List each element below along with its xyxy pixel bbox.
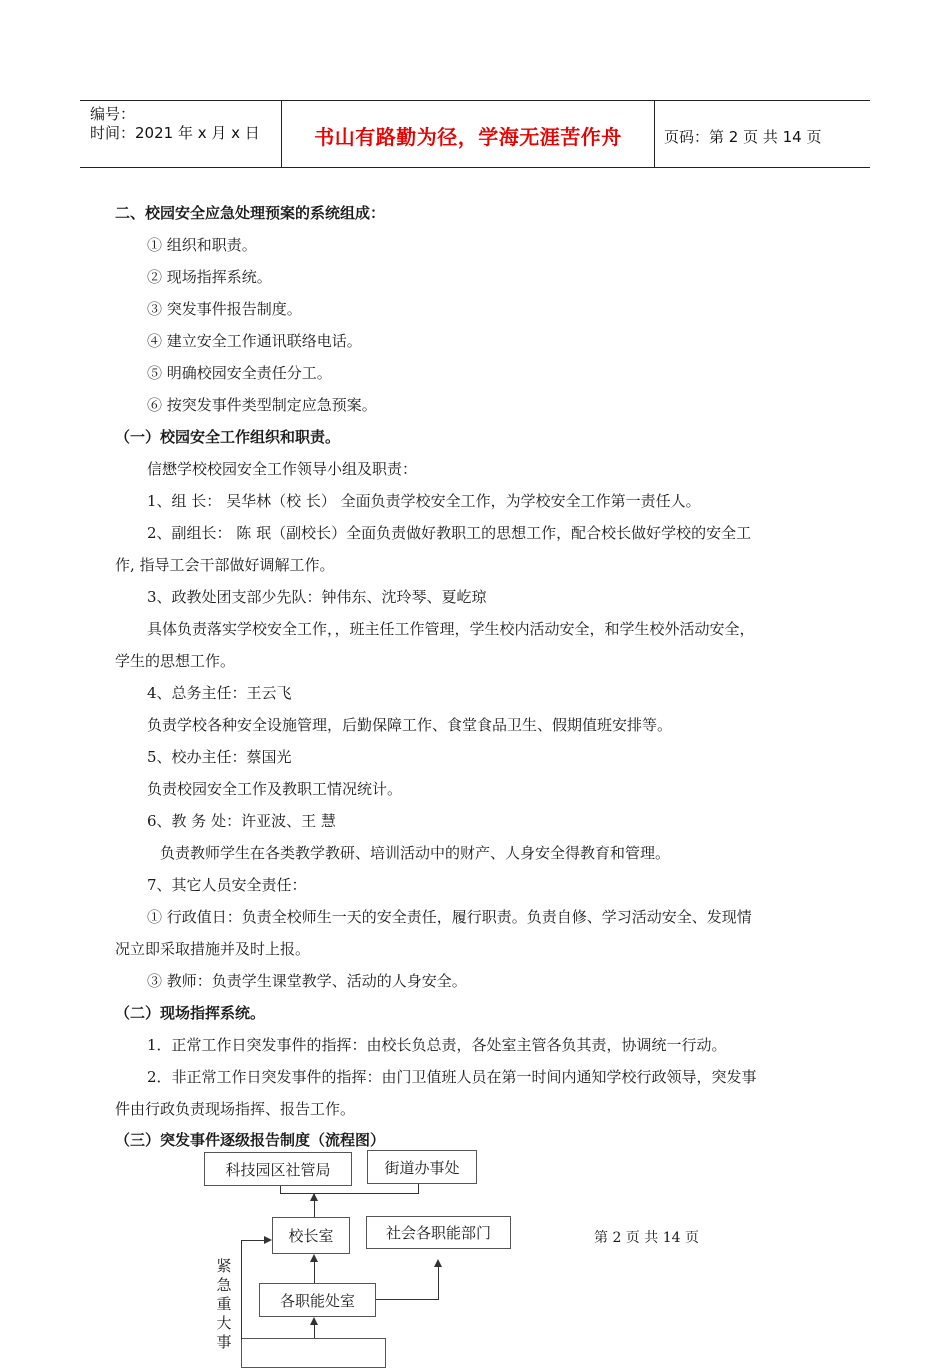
paragraph: 负责校园安全工作及教职工情况统计。 (147, 780, 403, 798)
list-item: ⑥ 按突发事件类型制定应急预案。 (147, 396, 377, 414)
connector-line (314, 1262, 315, 1283)
connector-line (438, 1266, 439, 1300)
date-label: 时间：2021 年 x 月 x 日 (90, 124, 260, 142)
paragraph: ① 行政值日：负责全校师生一天的安全责任，履行职责。负责自修、学习活动安全、发现情 (147, 908, 752, 926)
paragraph: 1．正常工作日突发事件的指挥：由校长负总责，各处室主管各负其责，协调统一行动。 (147, 1036, 727, 1054)
box-social-departments: 社会各职能部门 (366, 1216, 511, 1249)
paragraph: 2．非正常工作日突发事件的指挥：由门卫值班人员在第一时间内通知学校行政领导，突发事 (147, 1068, 757, 1086)
connector-line (280, 1193, 419, 1194)
paragraph: 4、总务主任：王云飞 (147, 684, 292, 702)
box-science-park: 科技园区社管局 (204, 1152, 352, 1186)
box-functional-offices: 各职能处室 (259, 1283, 376, 1317)
paragraph: 作, 指导工会干部做好调解工作。 (115, 556, 335, 574)
subsection-heading: （三）突发事件逐级报告制度（流程图） (115, 1131, 386, 1149)
paragraph: 负责教师学生在各类教学教研、培训活动中的财产、人身安全得教育和管理。 (160, 844, 671, 862)
paragraph: 具体负责落实学校安全工作，，班主任工作管理，学生校内活动安全，和学生校外活动安全， (147, 620, 755, 638)
paragraph: ③ 教师：负责学生课堂教学、活动的人身安全。 (147, 972, 467, 990)
paragraph: 3、政教处团支部少先队：钟伟东、沈玲琴、夏屹琼 (147, 588, 487, 606)
box-bottom-partial (241, 1338, 386, 1368)
arrow-right-icon (264, 1236, 272, 1244)
paragraph: 5、校办主任：蔡国光 (147, 748, 292, 766)
paragraph: 学生的思想工作。 (115, 652, 236, 670)
paragraph: 6、教 务 处：许亚波、王 慧 (147, 812, 336, 830)
arrow-up-icon (310, 1317, 318, 1325)
paragraph: 况立即采取措施并及时上报。 (115, 940, 311, 958)
side-label-char: 急 (216, 1276, 232, 1294)
paragraph: 7、其它人员安全责任： (147, 876, 307, 894)
serial-number-label: 编号： (90, 105, 136, 123)
connector-line (241, 1240, 242, 1340)
arrow-up-icon (310, 1254, 318, 1262)
box-principal-office: 校长室 (272, 1217, 350, 1254)
header-motto: 书山有路勤为径，学海无涯苦作舟 (314, 125, 622, 149)
side-label-char: 大 (216, 1314, 232, 1332)
box-street-office: 街道办事处 (367, 1150, 477, 1184)
header-divider-right (654, 100, 655, 167)
page-number-label: 页码：第 2 页 共 14 页 (664, 128, 822, 146)
paragraph: 件由行政负责现场指挥、报告工作。 (115, 1100, 356, 1118)
list-item: ③ 突发事件报告制度。 (147, 300, 302, 318)
paragraph: 信懋学校校园安全工作领导小组及职责： (147, 460, 418, 478)
paragraph: 2、副组长： 陈 珉（副校长）全面负责做好教职工的思想工作，配合校长做好学校的安全工 (147, 524, 752, 542)
paragraph: 负责学校各种安全设施管理，后勤保障工作、食堂食品卫生、假期值班安排等。 (147, 716, 673, 734)
connector-line (314, 1200, 315, 1217)
connector-line (314, 1325, 315, 1338)
section-heading: 二、校园安全应急处理预案的系统组成： (115, 204, 386, 222)
list-item: ④ 建立安全工作通讯联络电话。 (147, 332, 362, 350)
header-bottom-rule (80, 167, 870, 168)
subsection-heading: （一）校园安全工作组织和职责。 (115, 428, 341, 446)
connector-line (376, 1299, 439, 1300)
header-top-rule (80, 100, 870, 101)
side-label-char: 紧 (216, 1257, 232, 1275)
list-item: ② 现场指挥系统。 (147, 268, 272, 286)
footer-page-number: 第 2 页 共 14 页 (594, 1230, 699, 1246)
side-label-char: 事 (216, 1333, 232, 1351)
list-item: ① 组织和职责。 (147, 236, 257, 254)
connector-line (241, 1240, 264, 1241)
paragraph: 1、组 长： 吴华林（校 长） 全面负责学校安全工作，为学校安全工作第一责任人。 (147, 492, 701, 510)
list-item: ⑤ 明确校园安全责任分工。 (147, 364, 332, 382)
subsection-heading: （二）现场指挥系统。 (115, 1004, 266, 1022)
side-label-char: 重 (216, 1295, 232, 1313)
arrow-up-icon (434, 1259, 442, 1267)
